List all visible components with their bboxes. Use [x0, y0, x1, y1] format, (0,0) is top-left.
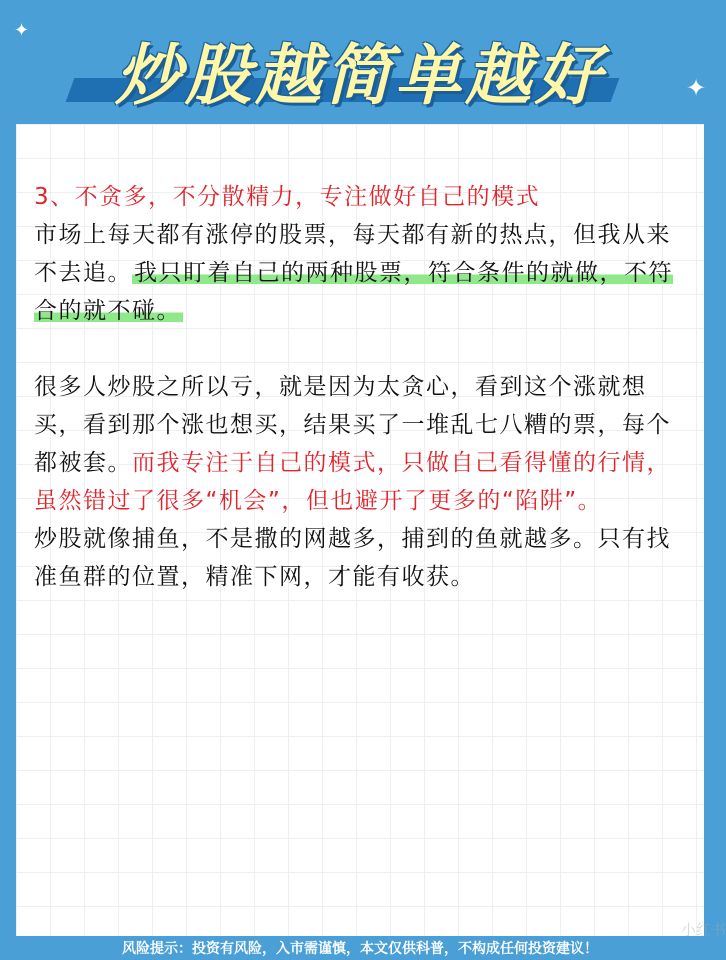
sparkle-icon: ✦	[686, 74, 707, 102]
paragraph-2	[34, 368, 688, 520]
paragraph-1-text: 市场上每天都有涨停的股票，每天都有新的热点，但我从来不去追。	[34, 222, 671, 286]
sparkle-icon: ✦	[14, 20, 30, 41]
paragraph-3: 炒股就像捕鱼，不是撒的网越多，捕到的鱼就越多。只有找准鱼群的位置，精准下网，才能有收获。	[34, 526, 671, 590]
spacer	[34, 330, 688, 368]
content-card	[16, 124, 726, 939]
article-body	[34, 178, 688, 596]
watermark: 小红书	[680, 921, 726, 939]
page-title: 炒股越简单越好	[115, 37, 605, 114]
paragraph-2-text: 很多人炒股之所以亏，就是因为太贪心，看到这个涨就想买，看到那个涨也想买，结果买了一堆乱七八糟的票，每个都被套。	[34, 374, 671, 476]
risk-disclaimer: 风险提示：投资有风险，入市需谨慎，本文仅供科普，不构成任何投资建议！	[122, 941, 598, 957]
section-heading: 3、不贪多，不分散精力，专注做好自己的模式	[34, 184, 541, 210]
emphasis-text: 而我专注于自己的模式，只做自己看得懂的行情，虽然错过了很多“机会”，但也避开了更多的“陷阱”。	[34, 450, 671, 514]
highlighted-text: 我只盯着自己的两种股票，符合条件的就做，不符合的就不碰。	[34, 260, 673, 324]
paragraph-1	[34, 216, 688, 330]
title-banner	[0, 18, 720, 118]
